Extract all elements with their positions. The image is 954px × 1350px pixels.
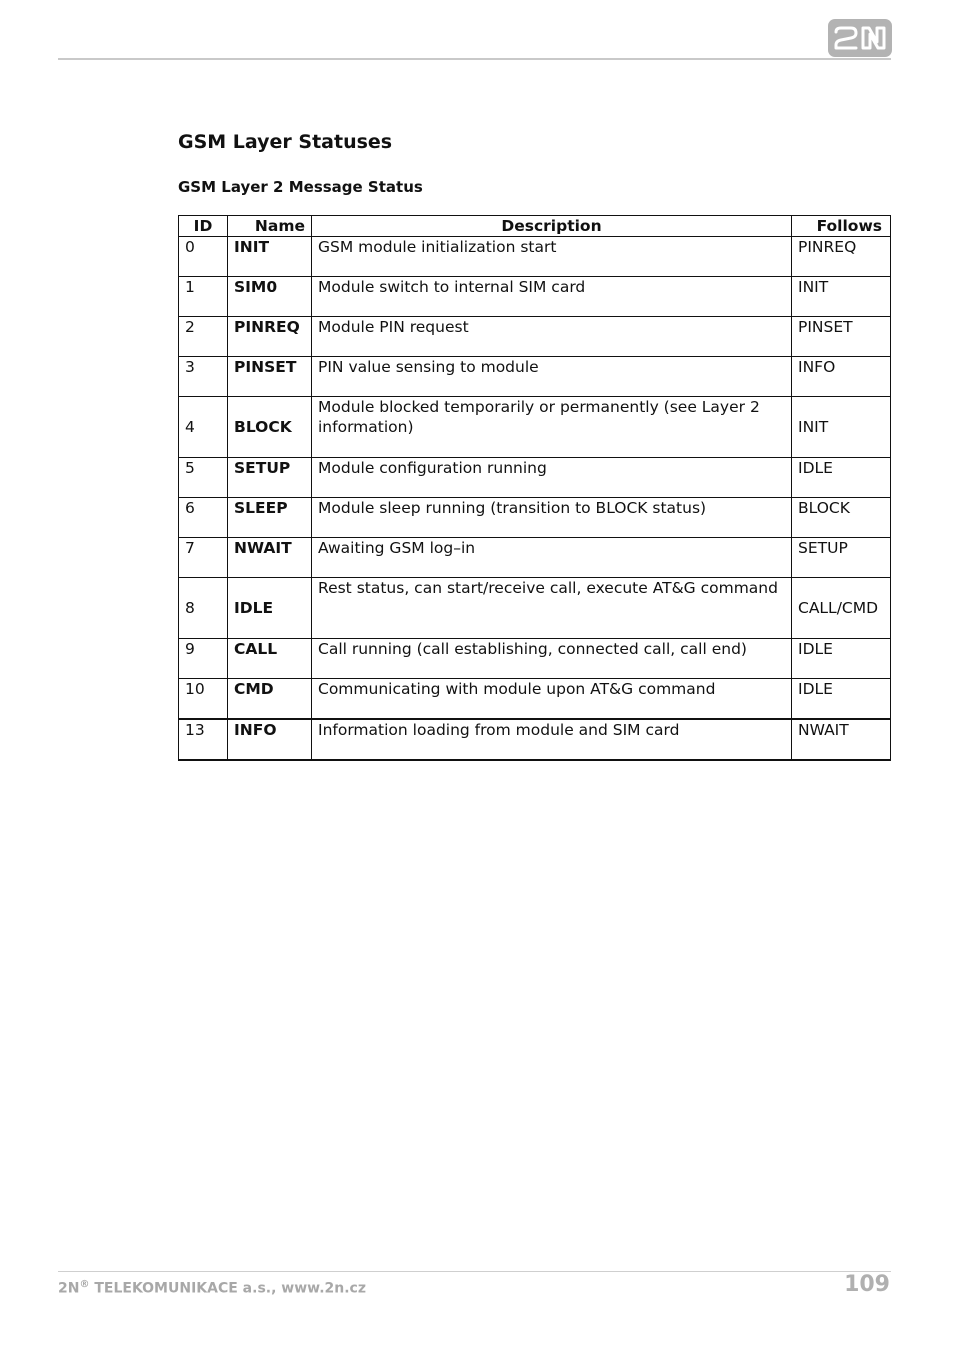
- cell-description: Call running (call establishing, connected call, call end): [312, 639, 792, 679]
- cell-description: Awaiting GSM log–in: [312, 538, 792, 578]
- cell-name: PINSET: [228, 357, 312, 397]
- cell-follows: INIT: [792, 397, 891, 458]
- section-title: GSM Layer Statuses: [178, 131, 393, 153]
- cell-name: BLOCK: [228, 397, 312, 458]
- cell-description: Rest status, can start/receive call, execute AT&G command: [312, 578, 792, 639]
- cell-follows: IDLE: [792, 458, 891, 498]
- cell-id: 7: [179, 538, 228, 578]
- cell-name: PINREQ: [228, 317, 312, 357]
- cell-description: Communicating with module upon AT&G command: [312, 679, 792, 720]
- header-follows: Follows: [792, 216, 891, 237]
- footer-company: [58, 1279, 366, 1297]
- cell-description: Module switch to internal SIM card: [312, 277, 792, 317]
- table-row: [179, 498, 891, 538]
- cell-follows: NWAIT: [792, 719, 891, 760]
- cell-description: Module blocked temporarily or permanently (see Layer 2 information): [312, 397, 792, 458]
- page-number: 109: [844, 1272, 890, 1297]
- cell-name: INFO: [228, 719, 312, 760]
- cell-follows: BLOCK: [792, 498, 891, 538]
- cell-name: INIT: [228, 237, 312, 277]
- subsection-title: GSM Layer 2 Message Status: [178, 178, 423, 196]
- table-row: [179, 578, 891, 639]
- table-row: [179, 538, 891, 578]
- cell-name: SETUP: [228, 458, 312, 498]
- cell-id: 13: [179, 719, 228, 760]
- table-row: [179, 357, 891, 397]
- cell-description: PIN value sensing to module: [312, 357, 792, 397]
- cell-description: GSM module initialization start: [312, 237, 792, 277]
- cell-description: Module configuration running: [312, 458, 792, 498]
- table-row: [179, 277, 891, 317]
- cell-description: Information loading from module and SIM card: [312, 719, 792, 760]
- cell-name: IDLE: [228, 578, 312, 639]
- footer-brand: 2N: [58, 1280, 80, 1297]
- cell-name: SLEEP: [228, 498, 312, 538]
- cell-name: CALL: [228, 639, 312, 679]
- footer-company-name: TELEKOMUNIKACE a.s., www.2n.cz: [89, 1280, 366, 1297]
- gsm-status-table: [178, 215, 891, 761]
- cell-id: 9: [179, 639, 228, 679]
- cell-follows: SETUP: [792, 538, 891, 578]
- table-row: [179, 317, 891, 357]
- table-row: [179, 458, 891, 498]
- cell-id: 6: [179, 498, 228, 538]
- cell-follows: CALL/CMD: [792, 578, 891, 639]
- cell-follows: PINREQ: [792, 237, 891, 277]
- cell-name: CMD: [228, 679, 312, 720]
- cell-id: 8: [179, 578, 228, 639]
- cell-id: 10: [179, 679, 228, 720]
- cell-id: 4: [179, 397, 228, 458]
- cell-id: 2: [179, 317, 228, 357]
- header-description: Description: [312, 216, 792, 237]
- cell-follows: IDLE: [792, 639, 891, 679]
- header-id: ID: [179, 216, 228, 237]
- table-row: [179, 397, 891, 458]
- cell-name: NWAIT: [228, 538, 312, 578]
- table-header-row: [179, 216, 891, 237]
- cell-follows: INFO: [792, 357, 891, 397]
- table-row: [179, 639, 891, 679]
- table-row: [179, 719, 891, 760]
- table-row: [179, 237, 891, 277]
- cell-id: 0: [179, 237, 228, 277]
- registered-mark: ®: [79, 1279, 90, 1290]
- cell-name: SIM0: [228, 277, 312, 317]
- header-name: Name: [228, 216, 312, 237]
- cell-id: 5: [179, 458, 228, 498]
- header-divider: [58, 58, 891, 60]
- cell-follows: INIT: [792, 277, 891, 317]
- table-row: [179, 679, 891, 720]
- cell-id: 1: [179, 277, 228, 317]
- cell-follows: IDLE: [792, 679, 891, 720]
- brand-logo: [828, 19, 892, 57]
- cell-follows: PINSET: [792, 317, 891, 357]
- footer-divider: [58, 1271, 891, 1272]
- cell-description: Module sleep running (transition to BLOCK status): [312, 498, 792, 538]
- cell-description: Module PIN request: [312, 317, 792, 357]
- cell-id: 3: [179, 357, 228, 397]
